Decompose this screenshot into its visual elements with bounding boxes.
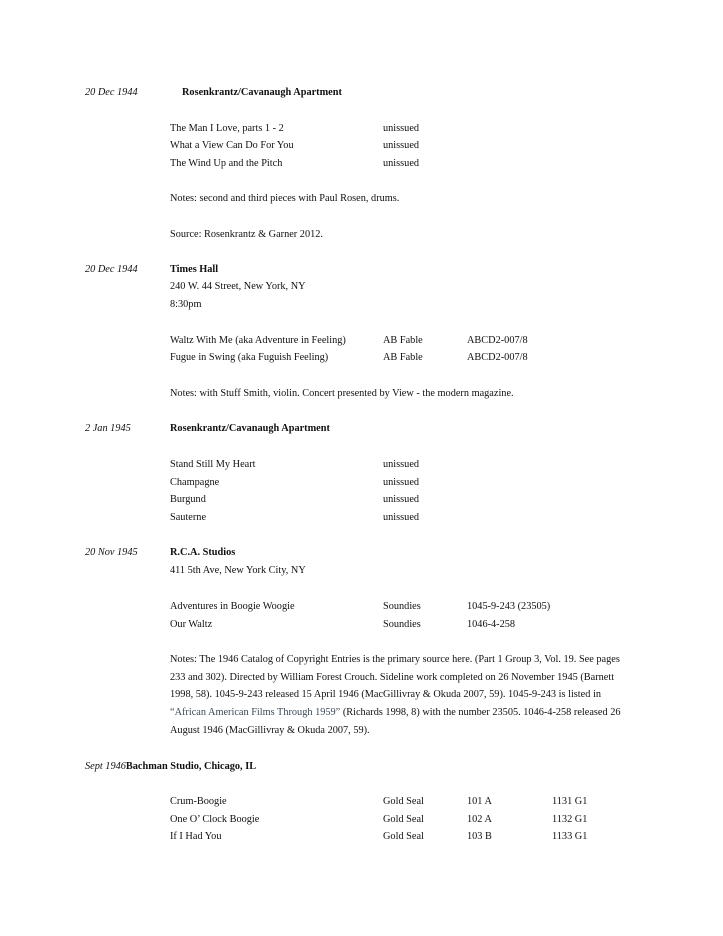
track-title: Champagne (170, 477, 220, 488)
notes-text: (Richards 1998, 8) with the number 23505. 1046-4-258 released 26 (340, 707, 621, 718)
track-number: 102 A (467, 814, 492, 825)
track-matrix: 1132 G1 (552, 814, 588, 825)
track-label: Soundies (383, 601, 421, 612)
session-venue: Rosenkrantz/Cavanaugh Apartment (170, 423, 330, 434)
session-venue: Rosenkrantz/Cavanaugh Apartment (182, 87, 342, 98)
track-title: What a View Can Do For You (170, 140, 294, 151)
track-number: 1046-4-258 (467, 619, 516, 630)
track-number: ABCD2-007/8 (467, 352, 528, 363)
session-notes: Notes: with Stuff Smith, violin. Concert presented by View - the modern magazine. (170, 388, 514, 399)
session-date: Sept 1946 (85, 761, 126, 772)
session-heading (85, 762, 256, 772)
session-venue: R.C.A. Studios (170, 547, 236, 558)
session-source: Source: Rosenkrantz & Garner 2012. (170, 229, 323, 240)
track-matrix: 1133 G1 (552, 831, 588, 842)
session-date: 2 Jan 1945 (85, 423, 131, 434)
session-time: 8:30pm (170, 299, 202, 310)
track-title: Sauterne (170, 512, 207, 523)
session-notes-line (170, 708, 621, 718)
track-label: AB Fable (383, 352, 423, 363)
track-title: The Wind Up and the Pitch (170, 158, 283, 169)
track-title: Stand Still My Heart (170, 459, 256, 470)
track-title: Our Waltz (170, 619, 213, 630)
track-label: Gold Seal (383, 831, 424, 842)
track-number: 1045-9-243 (23505) (467, 601, 551, 612)
track-label: Gold Seal (383, 814, 424, 825)
track-label: Gold Seal (383, 796, 424, 807)
track-title: Fugue in Swing (aka Fuguish Feeling) (170, 352, 329, 363)
session-notes: Notes: second and third pieces with Paul Rosen, drums. (170, 193, 400, 204)
session-notes-line: August 1946 (MacGillivray & Okuda 2007, 59). (170, 725, 370, 736)
track-title: Adventures in Boogie Woogie (170, 601, 295, 612)
session-notes-line: 1998, 58). 1045-9-243 released 15 April 1946 (MacGillivray & Okuda 2007, 59). 1045-9-243 is listed in (170, 689, 601, 700)
track-title: Waltz With Me (aka Adventure in Feeling) (170, 335, 346, 346)
notes-reference-link[interactable]: “African American Films Through 1959” (170, 707, 341, 718)
track-label: unissued (383, 477, 420, 488)
track-matrix: 1131 G1 (552, 796, 588, 807)
session-date: 20 Dec 1944 (85, 87, 138, 98)
session-address: 240 W. 44 Street, New York, NY (170, 281, 306, 292)
track-label: unissued (383, 512, 420, 523)
track-title: Crum-Boogie (170, 796, 227, 807)
track-label: unissued (383, 140, 420, 151)
session-date: 20 Dec 1944 (85, 264, 138, 275)
track-number: 103 B (467, 831, 492, 842)
track-title: If I Had You (170, 831, 222, 842)
track-label: unissued (383, 158, 420, 169)
session-notes-line: Notes: The 1946 Catalog of Copyright Entries is the primary source here. (Part 1 Group 3, Vol. 19. See pages (170, 654, 620, 665)
track-title: One O’ Clock Boogie (170, 814, 260, 825)
track-title: Burgund (170, 494, 206, 505)
track-label: AB Fable (383, 335, 423, 346)
session-address: 411 5th Ave, New York City, NY (170, 565, 306, 576)
session-notes-line: 233 and 302). Directed by William Forest Crouch. Sideline work completed on 26 November 1945 (Barnett (170, 672, 615, 683)
track-label: Soundies (383, 619, 421, 630)
track-label: unissued (383, 494, 420, 505)
session-date: 20 Nov 1945 (85, 547, 138, 558)
track-number: ABCD2-007/8 (467, 335, 528, 346)
session-venue: Bachman Studio, Chicago, IL (125, 761, 257, 772)
session-venue: Times Hall (170, 264, 219, 275)
track-title: The Man I Love, parts 1 - 2 (170, 123, 284, 134)
track-number: 101 A (467, 796, 492, 807)
track-label: unissued (383, 459, 420, 470)
track-label: unissued (383, 123, 420, 134)
